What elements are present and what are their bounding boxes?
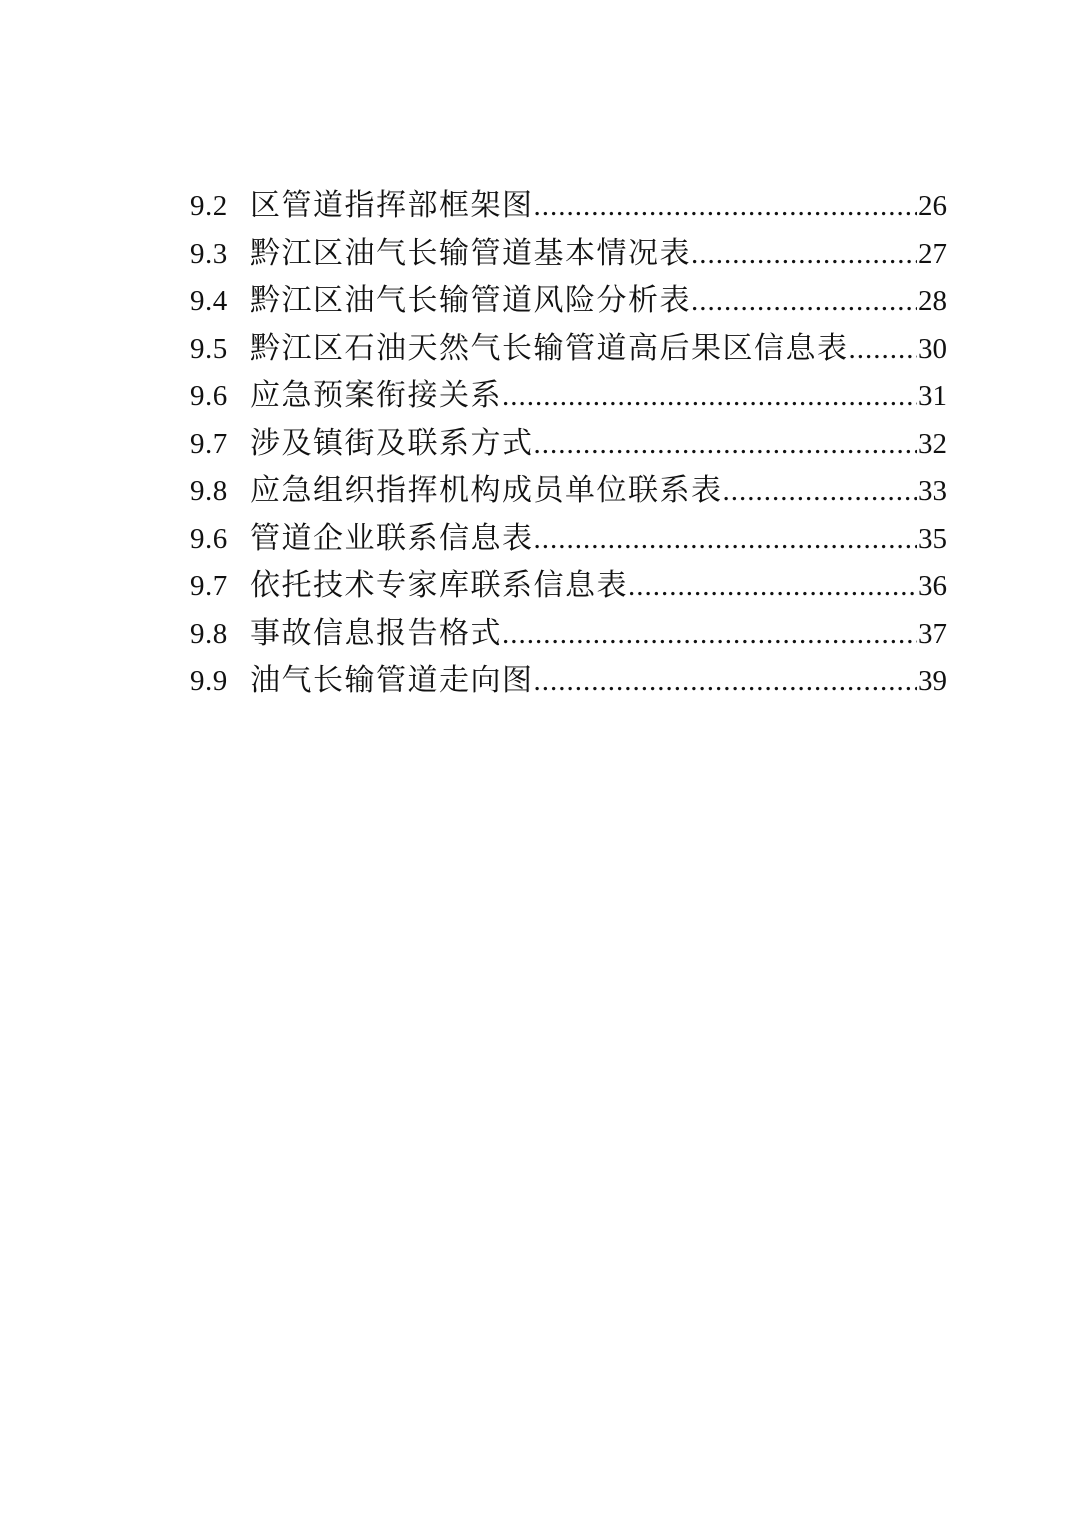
toc-entry-number: 9.7 (190, 570, 228, 602)
toc-entry-number: 9.8 (190, 475, 228, 507)
toc-entry-title: 黔江区油气长输管道风险分析表 (250, 284, 691, 317)
toc-entry-page: 37 (918, 617, 947, 650)
toc-entry[interactable] (190, 515, 947, 563)
table-of-contents (190, 182, 947, 705)
toc-entry-number: 9.7 (190, 427, 228, 460)
dot-leader (534, 421, 918, 469)
toc-entry-page: 33 (918, 475, 947, 507)
toc-entry-number: 9.8 (190, 617, 228, 650)
toc-entry-page: 32 (918, 427, 947, 460)
dot-leader (502, 611, 917, 659)
toc-entry-number: 9.6 (190, 522, 228, 555)
toc-entry-page: 39 (918, 665, 947, 697)
toc-entry-title: 油气长输管道走向图 (250, 664, 534, 697)
toc-entry-number: 9.6 (190, 380, 228, 412)
toc-entry-title: 涉及镇街及联系方式 (250, 426, 534, 460)
toc-entry[interactable] (190, 562, 947, 610)
toc-entry-title: 依托技术专家库联系信息表 (250, 569, 628, 602)
dot-leader (849, 326, 918, 374)
toc-entry[interactable] (190, 182, 947, 230)
toc-entry-page: 35 (918, 522, 947, 555)
toc-entry-title: 应急组织指挥机构成员单位联系表 (250, 474, 723, 507)
dot-leader (534, 183, 918, 231)
toc-entry-title: 管道企业联系信息表 (250, 521, 534, 555)
toc-entry-title: 黔江区油气长输管道基本情况表 (250, 236, 691, 270)
dot-leader (691, 278, 917, 326)
toc-entry-page: 27 (918, 237, 947, 270)
toc-entry-title: 应急预案衔接关系 (250, 379, 502, 412)
toc-entry-number: 9.4 (190, 285, 228, 317)
toc-entry-title: 黔江区石油天然气长输管道高后果区信息表 (250, 331, 849, 365)
toc-entry-page: 31 (918, 380, 947, 412)
toc-entry[interactable] (190, 657, 947, 705)
toc-entry-page: 30 (918, 332, 947, 365)
toc-entry-number: 9.5 (190, 332, 228, 365)
dot-leader (502, 373, 917, 421)
toc-entry-number: 9.2 (190, 190, 228, 222)
toc-entry[interactable] (190, 277, 947, 325)
toc-entry[interactable] (190, 230, 947, 278)
toc-entry-page: 36 (918, 570, 947, 602)
toc-entry-page: 26 (918, 190, 947, 222)
toc-entry-title: 事故信息报告格式 (250, 616, 502, 650)
dot-leader (534, 658, 918, 706)
toc-entry-title: 区管道指挥部框架图 (250, 189, 534, 222)
dot-leader (723, 468, 918, 516)
toc-entry[interactable] (190, 610, 947, 658)
toc-entry-number: 9.9 (190, 665, 228, 697)
dot-leader (628, 563, 917, 611)
toc-entry[interactable] (190, 372, 947, 420)
toc-entry-number: 9.3 (190, 237, 228, 270)
toc-entry[interactable] (190, 420, 947, 468)
toc-entry-page: 28 (918, 285, 947, 317)
toc-entry[interactable] (190, 325, 947, 373)
toc-entry[interactable] (190, 467, 947, 515)
dot-leader (691, 231, 917, 279)
dot-leader (534, 516, 918, 564)
